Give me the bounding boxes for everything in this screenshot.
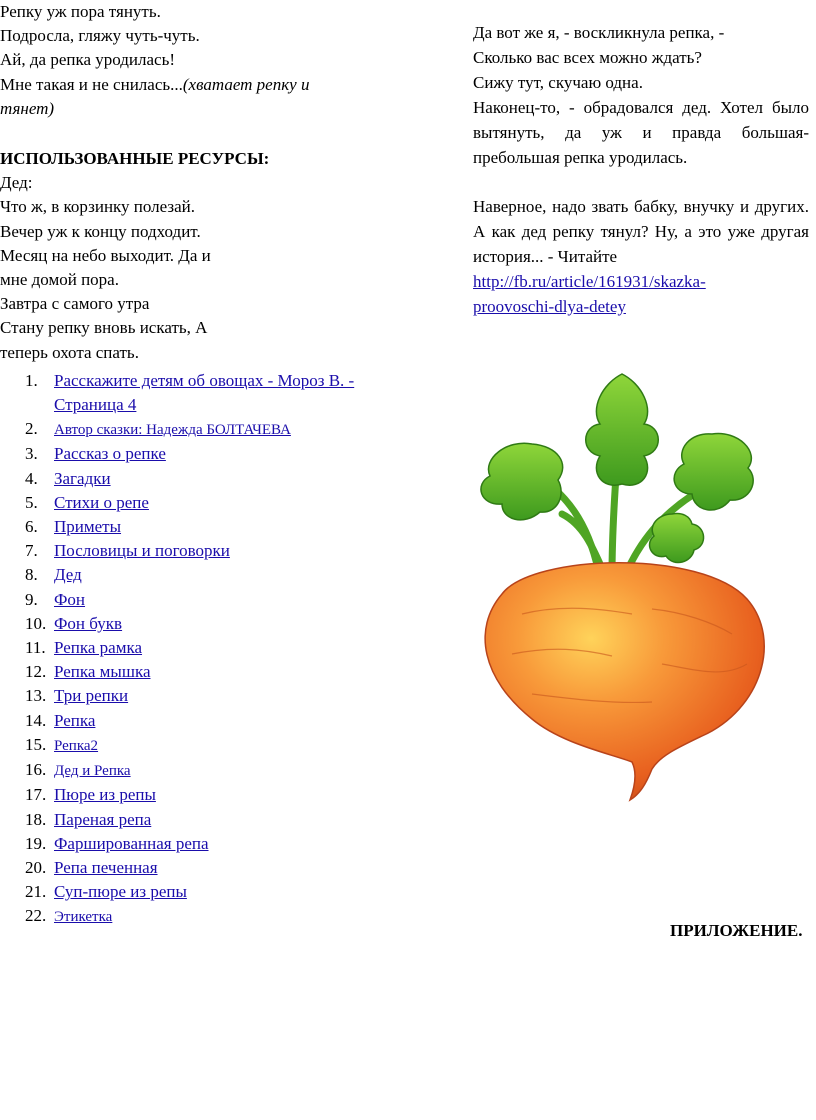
resource-link[interactable]: Дед	[54, 565, 82, 585]
ded-line: Стану репку вновь искать, А	[0, 318, 208, 338]
resource-item	[54, 758, 400, 783]
resource-link[interactable]: Три репки	[54, 686, 129, 706]
resource-item	[54, 417, 400, 442]
resource-item	[54, 442, 400, 466]
resource-link[interactable]: Этикетка	[54, 909, 113, 926]
poem-line: Ай, да репка уродилась!	[0, 50, 176, 70]
resource-item	[54, 636, 400, 660]
story-paragraph: Наверное, надо звать бабку, внучку и других. А как дед репку тянул? Ну, а это уже другая история... - Читайте	[473, 197, 809, 266]
resource-link[interactable]: Пословицы и поговорки	[54, 541, 230, 561]
spacer	[0, 121, 400, 145]
resource-item	[54, 515, 400, 539]
resource-link[interactable]: Суп-пюре из репы	[54, 882, 187, 902]
resource-link-cont[interactable]: Страница 4	[54, 395, 137, 415]
speaker-label: Дед:	[0, 173, 33, 193]
resource-link[interactable]: Приметы	[54, 517, 122, 537]
turnip-body	[485, 563, 764, 800]
poem-line: Мне такая и не снилась...	[0, 74, 183, 94]
resource-item	[54, 832, 400, 856]
resource-item	[54, 491, 400, 515]
resource-item	[54, 660, 400, 684]
left-column	[0, 0, 400, 930]
ded-line: Месяц на небо выходит. Да и	[0, 245, 211, 265]
resource-link[interactable]: Репка	[54, 710, 96, 730]
resource-item	[54, 612, 400, 636]
story-line: Да вот же я, - воскликнула репка, -	[473, 23, 725, 42]
stage-direction-cont: тянет)	[0, 98, 55, 118]
resource-link[interactable]: Репка рамка	[54, 638, 143, 658]
resource-item	[54, 856, 400, 880]
resource-item	[54, 539, 400, 563]
resource-item	[54, 563, 400, 587]
resource-link[interactable]: Фон	[54, 589, 86, 609]
story-paragraph: Наконец-то, - обрадовался дед. Хотел было вытянуть, да уж и правда большая-пребольшая репка уродилась.	[473, 98, 809, 167]
resource-link[interactable]: Репа печенная	[54, 857, 158, 877]
resource-link[interactable]: Пюре из репы	[54, 785, 156, 805]
resource-link[interactable]: Репка мышка	[54, 662, 151, 682]
ded-line: Что ж, в корзинку полезай.	[0, 197, 196, 217]
source-link-part: http://fb.ru/article/161931/skazka-	[473, 272, 706, 291]
turnip-illustration	[462, 364, 782, 804]
poem-line: Подросла, гляжу чуть-чуть.	[0, 26, 200, 46]
turnip-leaves	[481, 374, 753, 563]
resource-item	[54, 684, 400, 708]
story-line: Сижу тут, скучаю одна.	[473, 73, 643, 92]
ded-line: мне домой пора.	[0, 270, 119, 290]
ded-line: теперь охота спать.	[0, 342, 139, 362]
resource-item	[54, 880, 400, 904]
resource-link[interactable]: Загадки	[54, 468, 111, 488]
ded-line: Завтра с самого утра	[0, 294, 150, 314]
resource-item	[54, 709, 400, 733]
ded-line: Вечер уж к концу подходит.	[0, 221, 201, 241]
stage-direction: (хватает репку и	[182, 74, 310, 94]
appendix-label: ПРИЛОЖЕНИЕ.	[670, 921, 803, 940]
resource-item	[54, 733, 400, 758]
resource-link[interactable]: Пареная репа	[54, 809, 152, 829]
right-column	[473, 20, 809, 319]
resource-item	[54, 783, 400, 807]
resource-item	[54, 369, 400, 417]
resource-link[interactable]: Стихи о репе	[54, 492, 149, 512]
resource-link[interactable]: Дед и Репка	[54, 763, 131, 780]
source-link-cont[interactable]	[473, 294, 809, 319]
poem-line: Репку уж пора тянуть.	[0, 2, 161, 21]
resource-link[interactable]: Репка2	[54, 737, 99, 754]
resource-link[interactable]: Расскажите детям об овощах - Мороз В. -	[54, 370, 355, 390]
resource-item	[54, 588, 400, 612]
source-link-part: proovoschi-dlya-detey	[473, 297, 626, 316]
resource-link[interactable]: Фаршированная репа	[54, 833, 209, 853]
source-link[interactable]	[473, 269, 809, 294]
resource-item	[54, 904, 400, 929]
resource-link[interactable]: Автор сказки: Надежда БОЛТАЧЕВА	[54, 422, 291, 439]
poem-line-with-stage	[0, 73, 400, 97]
resources-heading: ИСПОЛЬЗОВАННЫЕ РЕСУРСЫ:	[0, 149, 270, 169]
spacer	[473, 170, 809, 194]
resource-item	[54, 467, 400, 491]
resource-link[interactable]: Рассказ о репке	[54, 444, 166, 464]
story-line: Сколько вас всех можно ждать?	[473, 48, 702, 67]
resource-link[interactable]: Фон букв	[54, 613, 123, 633]
resources-list	[0, 369, 400, 930]
resource-item	[54, 808, 400, 832]
